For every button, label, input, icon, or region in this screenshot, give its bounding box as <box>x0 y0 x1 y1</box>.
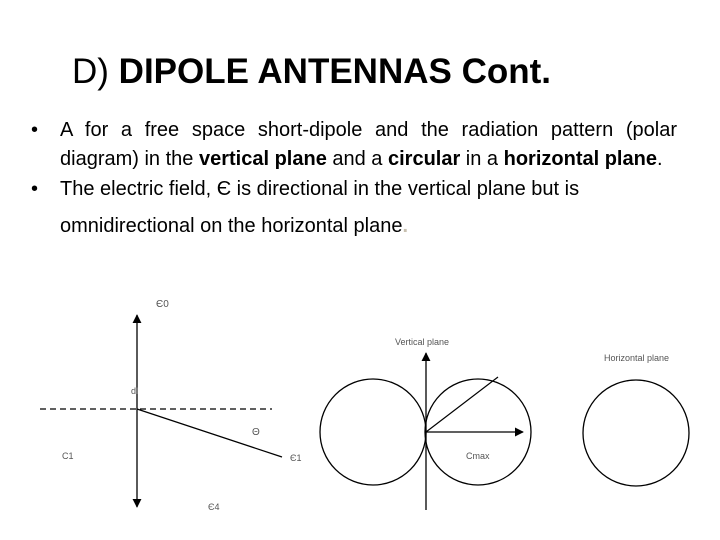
label-dl: dl <box>131 386 139 396</box>
title-main: DIPOLE ANTENNAS Cont. <box>118 52 551 91</box>
vertical-plane-pattern <box>320 337 531 510</box>
horizontal-circle <box>583 380 689 486</box>
vertical-angle-line <box>426 377 498 432</box>
bullet-1-vertical-plane: vertical plane <box>198 148 327 170</box>
bullet-1-circular: circular <box>387 148 461 170</box>
label-horizontal-plane: Horizontal plane <box>604 353 670 363</box>
bullet-2-text-a: The electric field, Є is directional in the vertical plane but is <box>60 178 580 200</box>
radial-direction-line <box>137 409 282 457</box>
bullet-2-text-b: omnidirectional on the horizontal plane <box>60 215 403 237</box>
title-prefix: D) <box>72 52 109 91</box>
bullet-1-text-b: and a <box>326 148 388 170</box>
bullet-item-2 <box>31 175 677 241</box>
label-c1: C1 <box>62 451 74 461</box>
label-vertical-plane: Vertical plane <box>395 337 450 347</box>
label-theta: Θ <box>252 427 260 438</box>
bullet-dot: • <box>31 119 39 141</box>
label-cmax: Cmax <box>466 451 490 461</box>
bullet-1-period: . <box>656 148 663 170</box>
vertical-lobe-left <box>320 379 426 485</box>
bullet-1-text-c: in a <box>460 148 504 170</box>
bullet-1-horizontal-plane: horizontal plane <box>503 148 657 170</box>
dipole-element-diagram <box>40 299 301 512</box>
bullet-item-1 <box>31 116 677 174</box>
bullet-list <box>31 116 677 241</box>
label-field-right: Є1 <box>290 453 302 463</box>
label-field-bottom: Є4 <box>208 502 220 512</box>
bullet-2-line-2 <box>60 212 677 241</box>
bullet-2-period: . <box>402 215 409 237</box>
label-field-top: Є0 <box>156 299 169 310</box>
slide-title <box>72 50 551 94</box>
bullet-1-text-a: A for a free space short-dipole and the radiation pattern (polar diagram) in the <box>60 119 677 170</box>
horizontal-plane-pattern <box>583 353 689 486</box>
dipole-radiation-diagram <box>0 285 720 540</box>
bullet-dot: • <box>31 178 39 200</box>
